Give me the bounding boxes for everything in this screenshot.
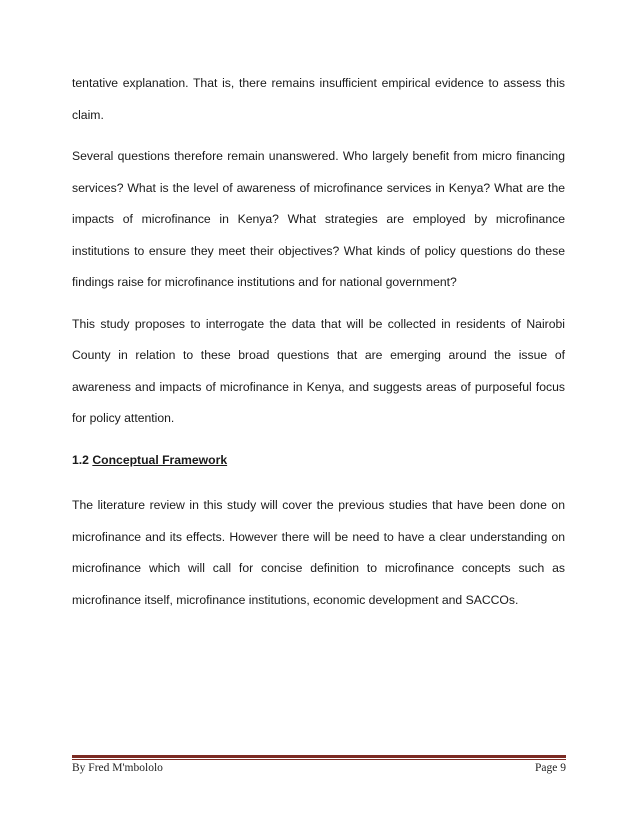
- footer-divider: [72, 755, 566, 758]
- paragraph-questions: Several questions therefore remain unanswered. Who largely benefit from micro financing services? What is the level of awareness of microfinance services in Kenya? What are the impacts of microfinance in Kenya? What strategies are employed by microfinance institutions to ensure they meet their objectives? What kinds of policy questions do these findings raise for microfinance institutions and for national government?: [72, 149, 565, 289]
- page-body: [72, 68, 565, 626]
- paragraph-conceptual-framework: The literature review in this study will cover the previous studies that have been done on microfinance and its effects. However there will be need to have a clear understanding on microfinance which will call for concise definition to microfinance concepts such as microfinance itself, microfinance institutions, economic development and SACCOs.: [72, 498, 565, 607]
- section-title: Conceptual Framework: [92, 452, 228, 467]
- section-number: 1.2: [72, 452, 89, 467]
- footer-page-number: Page 9: [535, 762, 566, 774]
- footer-author: By Fred M'mbololo: [72, 762, 163, 774]
- footer-divider-thin: [72, 759, 566, 760]
- paragraph-continuation: tentative explanation. That is, there remains insufficient empirical evidence to assess this claim.: [72, 76, 565, 122]
- page-footer: [72, 762, 566, 774]
- paragraph-study-proposal: This study proposes to interrogate the data that will be collected in residents of Nairobi County in relation to these broad questions that are emerging around the issue of awareness and impacts of microfinance in Kenya, and suggests areas of purposeful focus for policy attention.: [72, 316, 565, 425]
- section-heading: [72, 445, 565, 477]
